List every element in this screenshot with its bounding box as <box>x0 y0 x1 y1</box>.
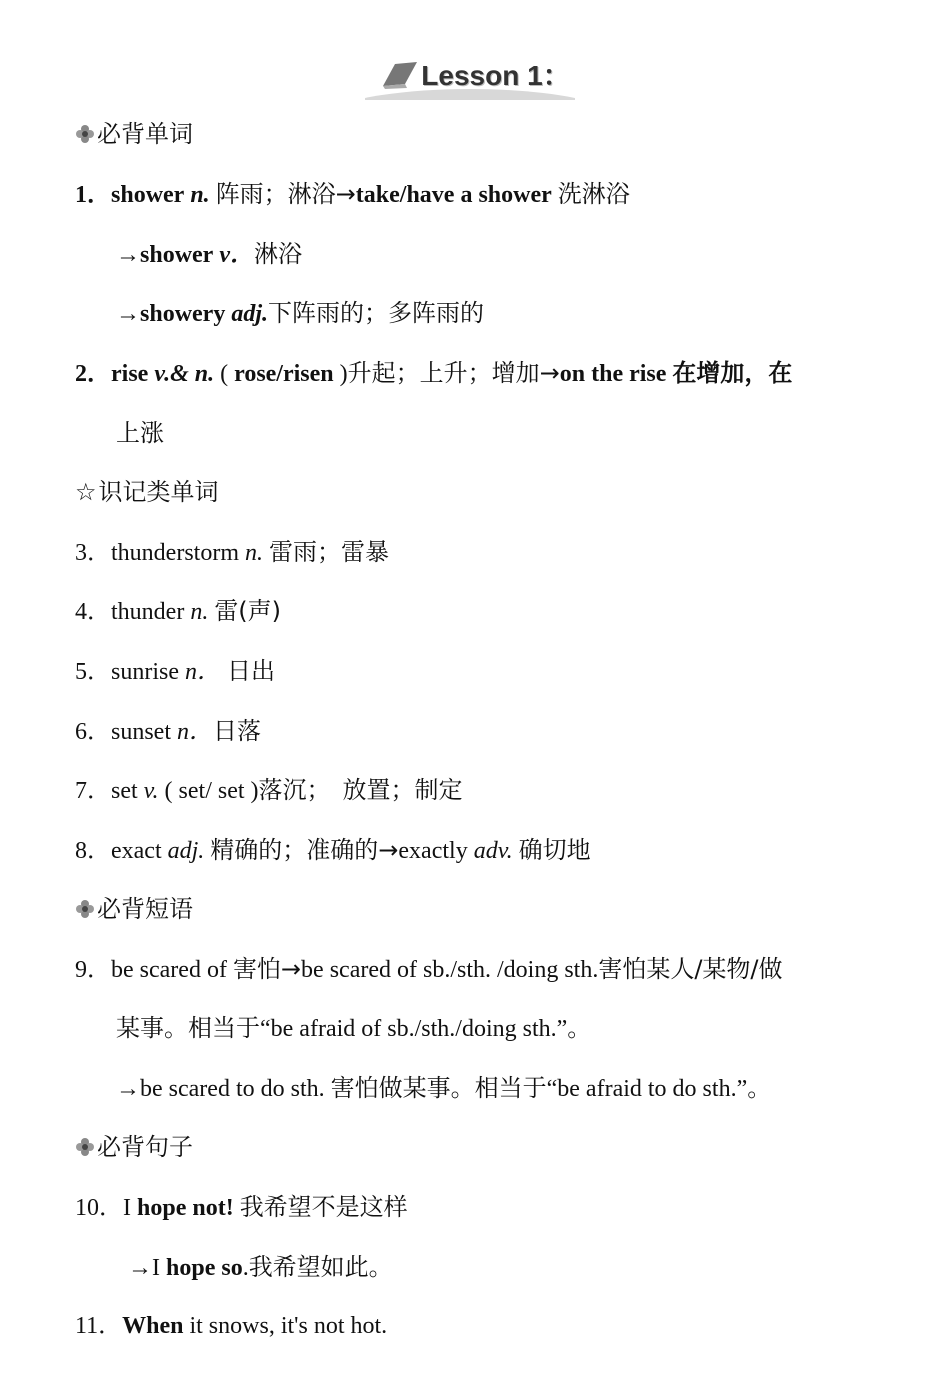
chinese-meaning: 日落 <box>213 717 261 745</box>
part-of-speech: adv. <box>473 838 513 864</box>
chinese-meaning: 雷(声) <box>214 597 282 625</box>
paren: ( <box>214 361 235 387</box>
section-heading-must-words <box>75 119 193 149</box>
section-label: 必背单词 <box>97 120 193 148</box>
vocab-word: shower <box>140 242 214 268</box>
item-number: 9． <box>75 957 111 983</box>
vocab-word: sunrise <box>111 659 179 685</box>
part-of-speech: n． <box>177 719 213 745</box>
vocab-word: shower <box>111 182 185 208</box>
part-of-speech: n. <box>244 540 263 566</box>
chinese-meaning: 精确的；准确的→ <box>210 836 399 864</box>
part-of-speech: v.& n. <box>154 361 215 387</box>
phrase: “be afraid to do sth.” <box>546 1076 748 1102</box>
chinese-meaning: 确切地 <box>518 836 591 864</box>
sentence-item-11 <box>75 1311 387 1341</box>
chinese-meaning: 淋浴 <box>253 240 302 268</box>
chinese-meaning: 下阵雨的；多阵雨的 <box>268 299 484 327</box>
part-of-speech: v． <box>219 242 254 268</box>
part-of-speech: v. <box>143 778 159 804</box>
vocab-item-2 <box>75 358 792 389</box>
phrase: be scared of sb./sth. /doing sth. <box>301 957 599 983</box>
page-title: Lesson 1： <box>421 60 571 91</box>
item-number: 10． <box>75 1195 123 1221</box>
item-number: 1． <box>75 182 111 208</box>
phrase-meaning: 洗淋浴 <box>557 180 630 208</box>
vocab-item-7 <box>75 775 463 806</box>
section-heading-must-phrases <box>75 894 193 924</box>
part-of-speech: adj. <box>231 301 268 327</box>
phrase-derivative <box>116 1073 771 1104</box>
vocab-item-1 <box>75 179 630 210</box>
chinese-meaning: 害怕某人/某物/做 <box>598 955 783 983</box>
part-of-speech: adj. <box>167 838 205 864</box>
arrow: →I <box>128 1255 166 1281</box>
part-of-speech: n. <box>190 599 209 625</box>
vocab-word: thunder <box>111 599 185 625</box>
lesson-title-banner <box>0 52 950 102</box>
sentence-text: I <box>123 1195 137 1221</box>
section-heading-must-sentences <box>75 1132 193 1162</box>
item-number: 3． <box>75 540 111 566</box>
flower-bullet-icon <box>75 1137 95 1157</box>
sentence-key: hope so <box>166 1255 243 1281</box>
item-number: 5． <box>75 659 111 685</box>
chinese-meaning: 害怕→ <box>232 955 302 983</box>
flower-bullet-icon <box>75 899 95 919</box>
vocab-word: exact <box>111 838 162 864</box>
item-number: 2． <box>75 361 111 387</box>
item-number: 7． <box>75 778 111 804</box>
vocab-item-4 <box>75 596 281 627</box>
vocab-item-6 <box>75 716 261 747</box>
chinese-meaning: 日出 <box>227 657 275 685</box>
sentence-item-10 <box>75 1192 408 1223</box>
arrow: → <box>116 301 140 327</box>
flower-bullet-icon <box>75 124 95 144</box>
punctuation: 。 <box>567 1014 592 1042</box>
punctuation: 。 <box>747 1074 772 1102</box>
vocab-word: thunderstorm <box>111 540 239 566</box>
phrase-item-9 <box>75 954 783 985</box>
section-label: 识记类单词 <box>98 478 219 506</box>
item-number: 4． <box>75 599 111 625</box>
section-label: 必背句子 <box>97 1133 193 1161</box>
arrow: → <box>116 242 140 268</box>
vocab-derivative <box>116 298 484 329</box>
phrase-meaning: 在增加，在 <box>672 359 793 387</box>
chinese-meaning: 落沉； 放置；制定 <box>258 776 463 804</box>
punctuation: . <box>242 1255 249 1281</box>
vocab-word: sunset <box>111 719 171 745</box>
chinese-meaning: 雷雨；雷暴 <box>268 538 389 566</box>
item-number: 8． <box>75 838 111 864</box>
item-number: 11． <box>75 1313 123 1339</box>
vocab-word: rise <box>111 361 149 387</box>
sentence-derivative <box>128 1252 393 1283</box>
verb-forms: rose/risen <box>234 361 334 387</box>
paren: ) <box>333 361 348 387</box>
chinese-meaning: 某事。相当于 <box>116 1014 260 1042</box>
sentence-key: hope not! <box>137 1195 234 1221</box>
vocab-continuation <box>116 418 164 449</box>
vocab-item-8 <box>75 835 591 866</box>
part-of-speech: n. <box>190 182 210 208</box>
vocab-item-3 <box>75 537 389 568</box>
chinese-meaning: 阵雨；淋浴→ <box>215 180 356 208</box>
vocab-derivative <box>116 239 302 270</box>
chinese-meaning: 我希望不是这样 <box>239 1193 408 1221</box>
vocab-item-5 <box>75 656 275 687</box>
star-icon: ☆ <box>75 478 97 506</box>
part-of-speech: n． <box>185 659 221 685</box>
chinese-meaning: 我希望如此。 <box>248 1253 393 1281</box>
phrase: →be scared to do sth. <box>116 1076 325 1102</box>
vocab-word: showery <box>140 301 226 327</box>
sentence-key: When <box>122 1313 184 1339</box>
chinese-meaning: 上涨 <box>116 419 164 447</box>
item-number: 6． <box>75 719 111 745</box>
phrase: “be afraid of sb./sth./doing sth.” <box>260 1016 568 1042</box>
phrase: take/have a shower <box>355 182 552 208</box>
chinese-meaning: 害怕做某事。相当于 <box>330 1074 547 1102</box>
verb-forms: ( set/ set ) <box>158 778 259 804</box>
phrase-continuation <box>116 1013 591 1044</box>
sentence-text: it snows, it's not hot. <box>183 1313 388 1339</box>
vocab-word: set <box>111 778 138 804</box>
chinese-meaning: 升起；上升；增加→ <box>347 359 560 387</box>
section-label: 必背短语 <box>97 895 193 923</box>
section-heading-recognize-words <box>75 477 219 507</box>
phrase: be scared of <box>111 957 233 983</box>
phrase: on the rise <box>559 361 667 387</box>
vocab-word: exactly <box>398 838 468 864</box>
